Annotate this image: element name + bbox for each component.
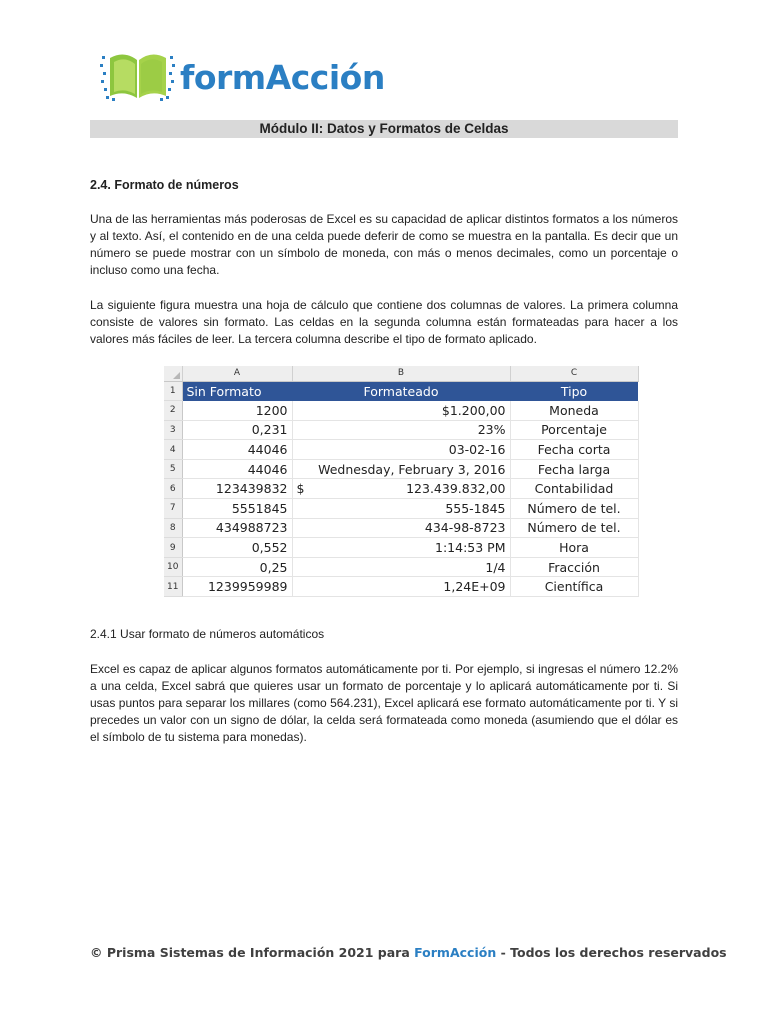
column-header-row bbox=[164, 366, 638, 381]
row-number: 10 bbox=[164, 557, 182, 577]
column-letter-b: B bbox=[292, 366, 510, 381]
row-number: 5 bbox=[164, 459, 182, 479]
select-all-corner bbox=[164, 366, 182, 381]
table-row bbox=[164, 577, 638, 597]
cell-unformatted: 1200 bbox=[182, 401, 292, 421]
cell-formatted: 434-98-8723 bbox=[292, 518, 510, 538]
header-cell-sin-formato: Sin Formato bbox=[182, 381, 292, 401]
cell-unformatted: 0,552 bbox=[182, 538, 292, 558]
open-book-icon bbox=[100, 48, 176, 104]
cell-type: Científica bbox=[510, 577, 638, 597]
cell-formatted: 1,24E+09 bbox=[292, 577, 510, 597]
footer-prefix: © Prisma Sistemas de Información 2021 para bbox=[90, 945, 415, 960]
row-number: 2 bbox=[164, 401, 182, 421]
cell-unformatted: 44046 bbox=[182, 440, 292, 460]
cell-unformatted: 123439832 bbox=[182, 479, 292, 499]
row-number: 11 bbox=[164, 577, 182, 597]
cell-formatted: 03-02-16 bbox=[292, 440, 510, 460]
row-number: 3 bbox=[164, 420, 182, 440]
cell-type: Fecha larga bbox=[510, 459, 638, 479]
cell-type: Moneda bbox=[510, 401, 638, 421]
subsection-title: 2.4.1 Usar formato de números automáticos bbox=[90, 627, 325, 641]
table-row bbox=[164, 459, 638, 479]
table-row bbox=[164, 518, 638, 538]
cell-type: Número de tel. bbox=[510, 499, 638, 519]
cell-unformatted: 44046 bbox=[182, 459, 292, 479]
cell-unformatted: 0,231 bbox=[182, 420, 292, 440]
cell-formatted: Wednesday, February 3, 2016 bbox=[292, 459, 510, 479]
cell-formatted: 1:14:53 PM bbox=[292, 538, 510, 558]
cell-unformatted: 434988723 bbox=[182, 518, 292, 538]
cell-unformatted: 5551845 bbox=[182, 499, 292, 519]
footer-brand: FormAcción bbox=[414, 945, 497, 960]
row-number: 7 bbox=[164, 499, 182, 519]
auto-format-paragraph: Excel es capaz de aplicar algunos formatos automáticamente por ti. Por ejemplo, si ingresas el número 12.2% a una celda, Excel sabrá que quieres usar un formato de porcentaje y lo aplicará automáticamente por ti. Si usas puntos para separar los millares (como 564.231), Excel aplicará ese formato automáticamente por ti. Y si precedes un valor con un signo de dólar, la celda será formateada como moneda (asumiendo que el dólar es el símbolo de tu sistema para monedas). bbox=[90, 662, 678, 744]
table-row bbox=[164, 440, 638, 460]
cell-unformatted: 1239959989 bbox=[182, 577, 292, 597]
table-row bbox=[164, 479, 638, 499]
column-letter-c: C bbox=[510, 366, 638, 381]
cell-type: Fecha corta bbox=[510, 440, 638, 460]
row-number: 1 bbox=[164, 381, 182, 401]
intro-paragraph: Una de las herramientas más poderosas de Excel es su capacidad de aplicar distintos formatos a los números y al texto. Así, el contenido en de una celda puede deferir de como se muestra en la pantalla. Es decir que un número se puede mostrar con un símbolo de moneda, con más o menos decimales, como un porcentaje o incluso como una fecha. bbox=[90, 212, 678, 277]
table-header-row bbox=[164, 381, 638, 401]
logo-wordmark bbox=[180, 58, 385, 97]
accounting-value: 123.439.832,00 bbox=[406, 481, 506, 497]
module-title: Módulo II: Datos y Formatos de Celdas bbox=[90, 120, 678, 138]
row-number: 4 bbox=[164, 440, 182, 460]
row-number: 9 bbox=[164, 538, 182, 558]
cell-formatted: 555-1845 bbox=[292, 499, 510, 519]
cell-unformatted: 0,25 bbox=[182, 557, 292, 577]
logo-wordmark-part1: form bbox=[180, 58, 266, 97]
cell-formatted: 1/4 bbox=[292, 557, 510, 577]
header-cell-tipo: Tipo bbox=[510, 381, 638, 401]
cell-type: Fracción bbox=[510, 557, 638, 577]
accounting-format bbox=[297, 481, 506, 496]
cell-type: Contabilidad bbox=[510, 479, 638, 499]
column-letter-a: A bbox=[182, 366, 292, 381]
row-number: 8 bbox=[164, 518, 182, 538]
logo-wordmark-part2: Acción bbox=[265, 58, 385, 97]
header-cell-formateado: Formateado bbox=[292, 381, 510, 401]
footer-suffix: - Todos los derechos reservados bbox=[496, 945, 727, 960]
cell-formatted: 23% bbox=[292, 420, 510, 440]
formaccion-logo bbox=[100, 48, 385, 104]
page-footer bbox=[90, 945, 727, 960]
currency-symbol: $ bbox=[296, 481, 305, 497]
spreadsheet-table bbox=[164, 366, 639, 597]
cell-formatted bbox=[292, 479, 510, 499]
cell-type: Porcentaje bbox=[510, 420, 638, 440]
cell-formatted: $1.200,00 bbox=[292, 401, 510, 421]
figure-description-paragraph: La siguiente figura muestra una hoja de cálculo que contiene dos columnas de valores. La primera columna consiste de valores sin formato. Las celdas en la segunda columna están formateadas para hacer a los valores más fáciles de leer. La tercera columna describe el tipo de formato aplicado. bbox=[90, 298, 678, 346]
table-row bbox=[164, 538, 638, 558]
cell-type: Hora bbox=[510, 538, 638, 558]
row-number: 6 bbox=[164, 479, 182, 499]
spreadsheet-figure bbox=[164, 366, 639, 597]
table-row bbox=[164, 499, 638, 519]
table-row bbox=[164, 420, 638, 440]
cell-type: Número de tel. bbox=[510, 518, 638, 538]
table-row bbox=[164, 557, 638, 577]
table-row bbox=[164, 401, 638, 421]
section-title: 2.4. Formato de números bbox=[90, 178, 239, 192]
